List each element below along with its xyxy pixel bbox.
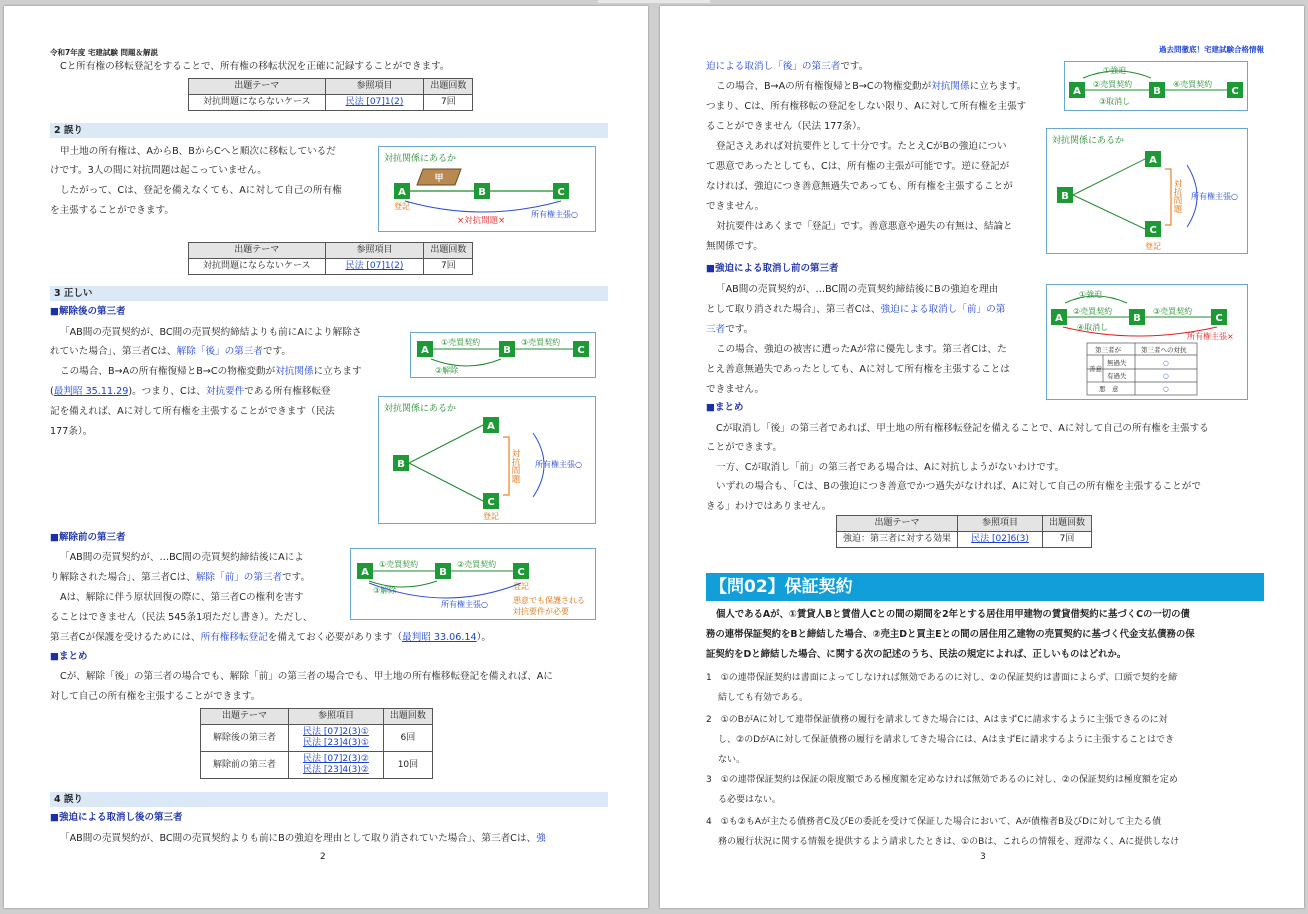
heading-summary: ■まとめ	[706, 402, 744, 413]
svg-text:登記: 登記	[1145, 242, 1161, 251]
svg-text:善意: 善意	[1089, 365, 1102, 373]
svg-text:①売買契約: ①売買契約	[379, 560, 419, 569]
svg-text:③売買契約: ③売買契約	[1153, 307, 1193, 316]
diagram-conflict-1	[378, 396, 596, 524]
case-link[interactable]: 最判昭 33.06.14	[402, 632, 477, 643]
page-number: 2	[320, 852, 326, 862]
diagram-after-rescission	[410, 332, 596, 378]
question-title: 【問02】保証契約	[706, 573, 1264, 601]
page-number: 3	[980, 852, 986, 862]
ref-link[interactable]: 民法 [02]6(3)	[958, 532, 1043, 548]
svg-text:第三者が: 第三者が	[1095, 346, 1121, 354]
ref-link[interactable]: 民法 [07]2(3)①	[303, 727, 369, 737]
diagram-title: 対抗関係にあるか	[384, 154, 457, 164]
section-2: 2 誤り	[50, 123, 608, 138]
svg-text:所有権主張○: 所有権主張○	[535, 460, 582, 469]
ref-table-4: 出題テーマ 参照項目 出題回数 強迫：第三者に対する効果 民法 [02]6(3) 7回	[836, 515, 1092, 548]
svg-text:所有権主張○: 所有権主張○	[531, 210, 578, 219]
svg-text:C: C	[1215, 313, 1223, 324]
svg-text:A: A	[1149, 155, 1157, 166]
svg-text:対抗問題: 対抗問題	[1172, 179, 1182, 213]
svg-text:B: B	[1133, 313, 1141, 324]
svg-text:○: ○	[1163, 372, 1169, 380]
svg-text:登記: 登記	[513, 582, 529, 591]
svg-text:登記: 登記	[483, 512, 499, 521]
ref-link[interactable]: 民法 [23]4(3)②	[303, 765, 369, 775]
node-b: B	[478, 187, 486, 198]
svg-text:②売買契約: ②売買契約	[1073, 307, 1113, 316]
svg-text:④売買契約: ④売買契約	[1173, 80, 1213, 89]
svg-text:C: C	[1149, 225, 1157, 236]
diagram-before-duress	[1046, 284, 1248, 400]
ref-link[interactable]: 民法 [07]1(2)	[325, 95, 424, 111]
svg-text:第三者への対抗: 第三者への対抗	[1141, 346, 1187, 354]
svg-text:C: C	[577, 345, 585, 356]
svg-text:×対抗問題×: ×対抗問題×	[457, 216, 506, 226]
svg-text:対抗関係にあるか: 対抗関係にあるか	[384, 404, 457, 414]
heading-after-rescission: ■解除後の第三者	[50, 306, 126, 317]
svg-text:所有権主張×: 所有権主張×	[1187, 332, 1234, 341]
svg-text:①売買契約: ①売買契約	[441, 338, 481, 347]
svg-text:②解除: ②解除	[435, 366, 459, 375]
page-2: 令和7年度 宅建試験 問題＆解説 Cと所有権の移転登記をすることで、所有権の移転状況を正確に記録することができます。 出題テーマ 参照項目 出題回数 対抗問題にならないケース 民法 [07]1(2) 7回 2 誤り 甲土地の所有権は、AからB、BからCへと順次に移転しているだ けです。3人の間に対抗問題は起こっていません。 したがって、Cは、登記を備えなくても、Aに対して自己の所有権 を主張することができます。 対抗関係にあるか 甲 A B C 登記 ×対抗問題× 所有権主張○ 出題テーマ 参照項目 出題回数 対抗問題にならないケース 民法 [07]1(2) 7回 3 正しい ■解除後の第三者 「AB間の売買契約が、BC間の売買契約締結よりも前にAにより解除さ れていた場合」、第三者Cは、解除「後」の第三者です。 この場合、B→Aの所有権復帰とB→Cの物権変動が対抗関係に立ちます (最判昭 35.11.29)。つまり、Cは、対抗要件である所有権移転登 記を備えれば、Aに対して所有権を主張することができます（民法 177条）。 A B C ①売買契約 ③売買契約 ②解除 対抗関係にあるか B A C 対抗問題 所有権主張○ 登記 ■解除前の第三者 「AB間の売買契約が、…BC間の売買契約締結後にAによ り解除された場合」、第三者Cは、解除「前」の第三者です。 Aは、解除に伴う原状回復の際に、第三者Cの権利を害す ることはできません（民法 545条1項ただし書き）。ただし、 第三者Cが保護を受けるためには、所有権移転登記を備えておく必要があります（最判昭 33.06.14）。 A B C ①売買契約 ②売買契約 ③解除 登記 所有権主張○ 悪意でも保護される 対抗要件が必要 ■まとめ Cが、解除「後」の第三者の場合でも、解除「前」の第三者の場合でも、甲土地の所有権移転登記を備えれば、Aに 対して自己の所有権を主張することができます。 出題テーマ 参照項目 出題回数 解除後の第三者 民法 [07]2(3)① 民法 [23]4(3)① 6回 解除前の第三者 民法 [07]2(3)② 民法 [23]4(3)② 10回 4 誤り ■強迫による取消し後の第三者 「AB間の売買契約が、BC間の売買契約よりも前にBの強迫を理由として取り消されていた場合」、第三者Cは、強 2	[4, 6, 648, 908]
ref-table-3: 出題テーマ 参照項目 出題回数 解除後の第三者 民法 [07]2(3)① 民法 [23]4(3)① 6回 解除前の第三者 民法 [07]2(3)② 民法 [23]4(3)② 10回	[200, 708, 433, 779]
svg-text:無過失: 無過失	[1107, 359, 1127, 367]
heading-before-duress: ■強迫による取消し前の第三者	[706, 263, 839, 274]
option-1: 1 ①の連帯保証契約は書面によってしなければ無効であるのに対し、②の保証契約は書面によらず、口頭で契約を締	[706, 673, 1178, 683]
ref-link[interactable]: 民法 [07]2(3)②	[303, 754, 369, 764]
diagram-no-conflict	[378, 146, 596, 232]
svg-text:③売買契約: ③売買契約	[521, 338, 561, 347]
svg-text:○: ○	[1163, 385, 1169, 393]
svg-text:悪意でも保護される: 悪意でも保護される	[513, 596, 585, 605]
svg-text:甲: 甲	[434, 174, 444, 184]
svg-text:A: A	[1055, 313, 1063, 324]
page-header: 令和7年度 宅建試験 問題＆解説	[50, 48, 158, 57]
svg-text:C: C	[1231, 86, 1239, 97]
ref-table-1: 出題テーマ 参照項目 出題回数 対抗問題にならないケース 民法 [07]1(2) 7回	[188, 78, 473, 111]
svg-text:悪 意: 悪 意	[1099, 385, 1119, 393]
svg-text:対抗問題: 対抗問題	[510, 449, 520, 483]
page-3: 過去問徹底！宅建試験合格情報 迫による取消し「後」の第三者です。 この場合、B→Aの所有権復帰とB→Cの物権変動が対抗関係に立ちます。 つまり、Cは、所有権移転の登記をしない限り、Aに対して所有権を主張す ることができません（民法 177条）。 登記さえあれば対抗要件として十分です。たとえCがBの強迫につい て悪意であったとしても、Cは、所有権の主張が可能です。逆に登記が なければ、強迫につき善意無過失であっても、所有権を主張することが できません。 対抗要件はあくまで「登記」です。善意悪意や過失の有無は、結論と 無関係です。 ①強迫 A B C ②売買契約 ④売買契約 ③取消し 対抗関係にあるか B A C 対抗問題 所有権主張○ 登記 ■強迫による取消し前の第三者 「AB間の売買契約が、…BC間の売買契約締結後にBの強迫を理由 として取り消された場合」、第三者Cは、強迫による取消し「前」の第 三者です。 この場合、強迫の被害に遭ったAが常に優先します。第三者Cは、た とえ善意無過失であったとしても、Aに対して所有権を主張することは できません。 ①強迫 A B C ②売買契約 ③売買契約 ④取消し 所有権主張× 第三者が 第三者への対抗 善意 無過失 有過失 悪 意 ○ ○ ○ ■まとめ Cが取消し「後」の第三者であれば、甲土地の所有権移転登記を備えることで、Aに対して自己の所有権を主張する ことができます。 一方、Cが取消し「前」の第三者である場合は、Aに対抗しようがないわけです。 いずれの場合も、「Cは、Bの強迫につき善意でかつ過失がなければ、Aに対して自己の所有権を主張することがで きる」わけではありません。 出題テーマ 参照項目 出題回数 強迫：第三者に対する効果 民法 [02]6(3) 7回 【問02】保証契約 個人であるAが、①賃貸人Bと賃借人Cとの間の期間を2年とする居住用甲建物の賃貸借契約に基づくCの一切の債 務の連帯保証契約をBと締結した場合、②売主Dと買主Eとの間の居住用乙建物の売買契約に基づく代金支払債務の保 証契約をDと締結した場合、に関する次の記述のうち、民法の規定によれば、正しいものはどれか。 1 ①の連帯保証契約は書面によってしなければ無効であるのに対し、②の保証契約は書面によらず、口頭で契約を締 結しても有効である。 2 ①のBがAに対して連帯保証債務の履行を請求してきた場合には、AはまずCに請求するように主張できるのに対 し、②のDがAに対して保証債務の履行を請求してきた場合には、AはまずEに請求するように主張することはでき ない。 3 ①の連帯保証契約は保証の限度額である極度額を定めなければ無効であるのに対し、②の保証契約は極度額を定め る必要はない。 4 ①も②もAが主たる債務者C及びEの委託を受けて保証した場合において、Aが債権者B及びDに対して主たる債 務の履行状況に関する情報を提供するよう請求したときは、①のBは、これらの情報を、遅滞なく、Aに提供しなけ 3	[660, 6, 1304, 908]
svg-text:①強迫: ①強迫	[1079, 290, 1103, 299]
option-4: 4 ①も②もAが主たる債務者C及びEの委託を受けて保証した場合において、Aが債権者B及びDに対して主たる債	[706, 817, 1162, 827]
svg-text:④取消し: ④取消し	[1077, 323, 1109, 332]
svg-text:A: A	[1073, 86, 1081, 97]
svg-text:B: B	[1153, 86, 1161, 97]
heading-before-rescission: ■解除前の第三者	[50, 532, 126, 543]
diagram-before-rescission	[350, 548, 596, 620]
option-2: 2 ①のBがAに対して連帯保証債務の履行を請求してきた場合には、AはまずCに請求するように主張できるのに対	[706, 715, 1168, 725]
svg-text:①強迫: ①強迫	[1103, 66, 1127, 75]
svg-text:登記: 登記	[394, 202, 410, 211]
svg-text:A: A	[421, 345, 429, 356]
svg-text:所有権主張○: 所有権主張○	[441, 600, 488, 609]
case-link[interactable]: 最判昭 35.11.29	[53, 386, 129, 397]
svg-text:対抗関係にあるか: 対抗関係にあるか	[1052, 136, 1125, 146]
svg-text:対抗要件が必要: 対抗要件が必要	[513, 607, 569, 616]
svg-text:C: C	[517, 567, 525, 578]
svg-text:○: ○	[1163, 359, 1169, 367]
svg-text:A: A	[487, 421, 495, 432]
svg-text:A: A	[361, 567, 369, 578]
svg-text:③取消し: ③取消し	[1099, 97, 1131, 106]
section-4: 4 誤り	[50, 792, 608, 807]
svg-text:②売買契約: ②売買契約	[1093, 80, 1133, 89]
svg-text:②売買契約: ②売買契約	[457, 560, 497, 569]
ref-link[interactable]: 民法 [23]4(3)①	[303, 738, 369, 748]
svg-text:③解除: ③解除	[373, 586, 397, 595]
page-header: 過去問徹底！宅建試験合格情報	[1159, 45, 1264, 54]
svg-text:有過失: 有過失	[1107, 372, 1127, 380]
diagram-conflict-2	[1046, 128, 1248, 254]
top-bar	[598, 0, 710, 3]
svg-text:B: B	[1061, 191, 1069, 202]
diagram-after-duress	[1064, 61, 1248, 111]
svg-text:B: B	[397, 459, 405, 470]
node-a: A	[398, 187, 406, 198]
heading-summary: ■まとめ	[50, 651, 88, 662]
svg-text:C: C	[487, 497, 495, 508]
section-3: 3 正しい	[50, 286, 608, 301]
svg-text:B: B	[439, 567, 447, 578]
node-c: C	[557, 187, 565, 198]
option-3: 3 ①の連帯保証契約は保証の限度額である極度額を定めなければ無効であるのに対し、②の保証契約は極度額を定め	[706, 775, 1178, 785]
heading-after-duress: ■強迫による取消し後の第三者	[50, 812, 183, 823]
ref-table-2: 出題テーマ 参照項目 出題回数 対抗問題にならないケース 民法 [07]1(2) 7回	[188, 242, 473, 275]
svg-text:B: B	[503, 345, 511, 356]
svg-text:所有権主張○: 所有権主張○	[1191, 192, 1238, 201]
text-line: Cと所有権の移転登記をすることで、所有権の移転状況を正確に記録することができます。	[60, 61, 450, 72]
ref-link[interactable]: 民法 [07]1(2)	[325, 259, 424, 275]
